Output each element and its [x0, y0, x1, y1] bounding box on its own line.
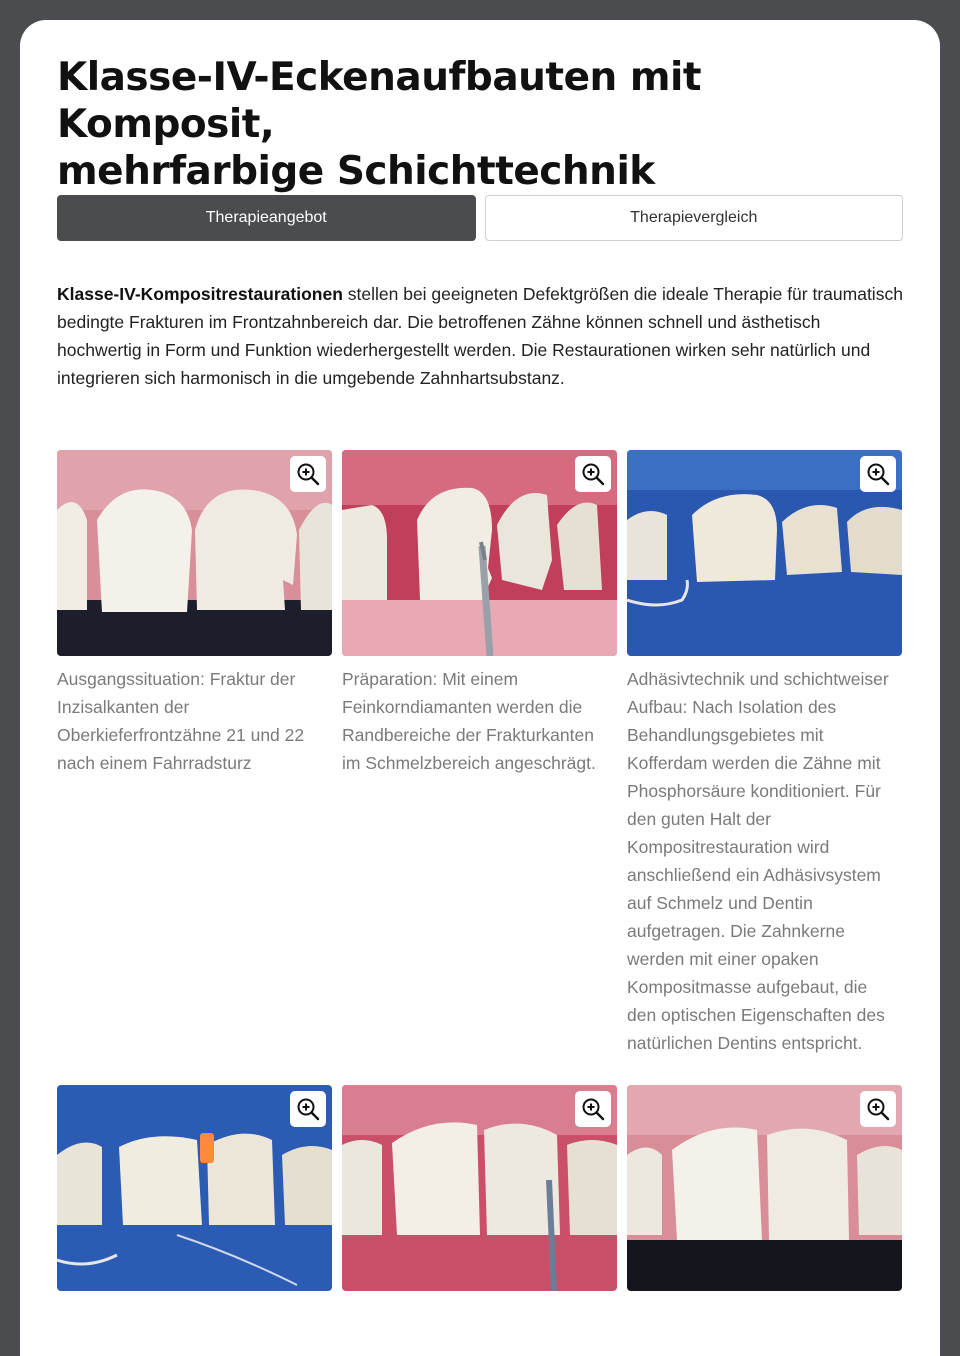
content-card — [20, 20, 940, 1356]
tab-therapievergleich[interactable]: Therapievergleich — [485, 195, 904, 241]
gallery-item — [342, 1085, 617, 1291]
gallery-item — [57, 1085, 332, 1291]
gallery-item — [342, 450, 617, 1057]
zoom-in-button[interactable] — [290, 1091, 326, 1127]
gallery-item — [627, 1085, 902, 1291]
gallery-image-ausgangssituation[interactable] — [57, 450, 332, 656]
gallery-image-6[interactable] — [627, 1085, 902, 1291]
zoom-in-button[interactable] — [290, 456, 326, 492]
zoom-in-icon — [866, 1097, 890, 1121]
gallery-item — [57, 450, 332, 1057]
zoom-in-icon — [581, 462, 605, 486]
zoom-in-button[interactable] — [860, 456, 896, 492]
zoom-in-button[interactable] — [860, 1091, 896, 1127]
image-gallery — [57, 450, 903, 1291]
intro-text: stellen bei geeigneten Defektgrößen die ideale Therapie für traumatisch bedingte Frakturen im Frontzahnbereich dar. Die betroffenen Zähne können schnell und ästhetisch hochwertig in Form und Funktion wiederhergestellt werden. Die Restaurationen wirken sehr natürlich und integrieren sich harmonisch in die umgebende Zahnhartsubstanz. — [57, 284, 903, 388]
intro-paragraph — [57, 280, 907, 392]
zoom-in-icon — [581, 1097, 605, 1121]
gallery-caption: Ausgangssituation: Fraktur der Inzisalkanten der Oberkieferfrontzähne 21 und 22 nach einem Fahrradsturz — [57, 669, 305, 773]
gallery-caption: Adhäsivtechnik und schichtweiser Aufbau: Nach Isolation des Behandlungsgebietes mit Kofferdam werden die Zähne mit Phosphorsäure konditioniert. Für den guten Halt der Kompositrestauration wird anschließend ein Adhäsivsystem auf Schmelz und Dentin aufgetragen. Die Zahnkerne werden mit einer opaken Kompositmasse aufgebaut, die den optischen Eigenschaften des natürlichen Dentins entspricht. — [627, 669, 889, 1053]
gallery-image-4[interactable] — [57, 1085, 332, 1291]
gallery-item — [627, 450, 902, 1057]
tab-therapieangebot[interactable]: Therapieangebot — [57, 195, 476, 241]
gallery-image-praeparation[interactable] — [342, 450, 617, 656]
gallery-image-5[interactable] — [342, 1085, 617, 1291]
gallery-image-adhaesivtechnik[interactable] — [627, 450, 902, 656]
intro-bold: Klasse-IV-Kompositrestaurationen — [57, 284, 343, 304]
gallery-caption: Präparation: Mit einem Feinkorndiamanten werden die Randbereiche der Frakturkanten im Schmelzbereich angeschrägt. — [342, 669, 596, 773]
zoom-in-icon — [866, 462, 890, 486]
zoom-in-icon — [296, 462, 320, 486]
page-title-line1: Klasse-IV-Eckenaufbauten mit Komposit, — [57, 55, 702, 147]
gallery-row — [57, 1085, 903, 1291]
tab-bar — [57, 195, 903, 241]
page-title — [57, 54, 917, 195]
page-title-line2: mehrfarbige Schichttechnik — [57, 149, 655, 194]
zoom-in-button[interactable] — [575, 1091, 611, 1127]
zoom-in-icon — [296, 1097, 320, 1121]
gallery-row — [57, 450, 903, 1057]
zoom-in-button[interactable] — [575, 456, 611, 492]
